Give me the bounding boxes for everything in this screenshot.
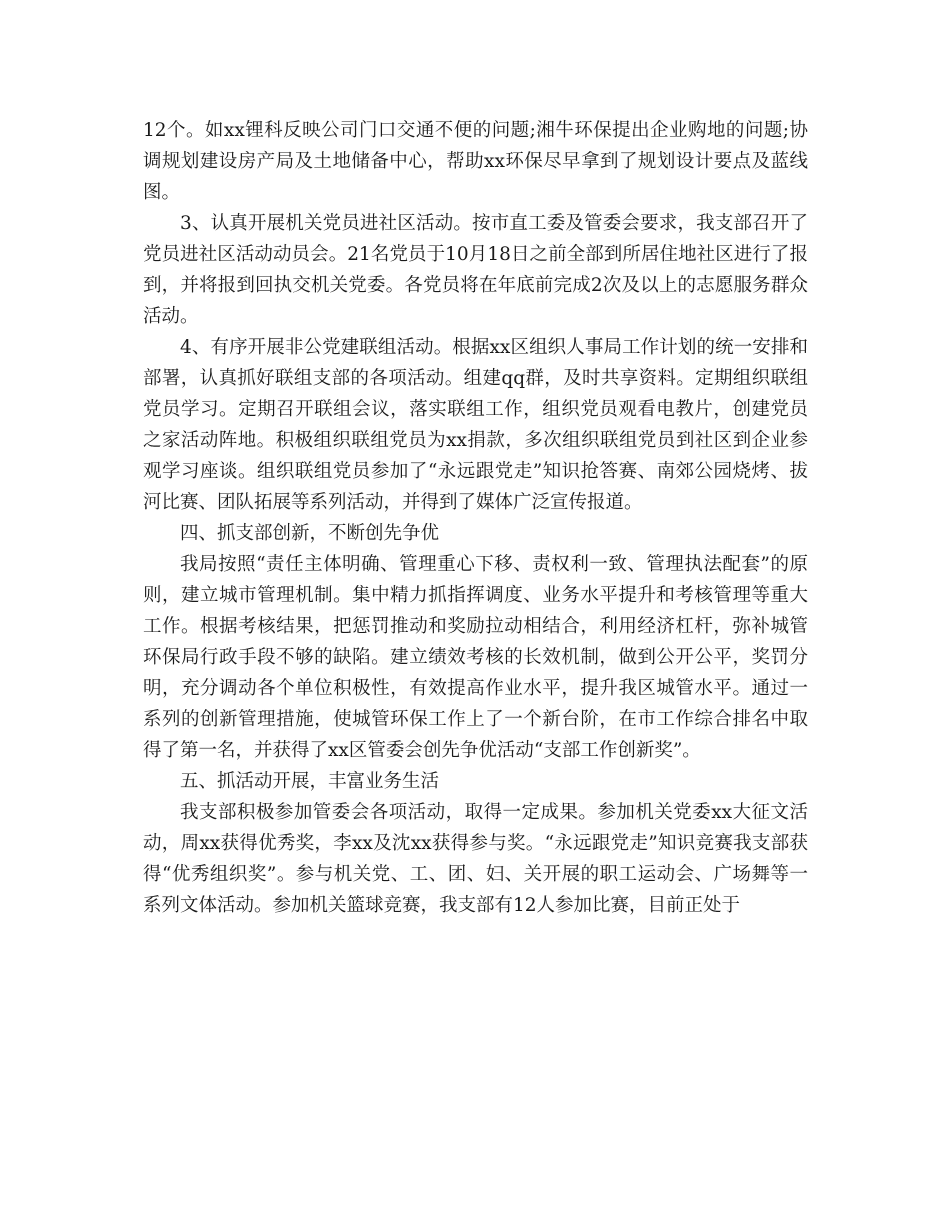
paragraph-item-3: 3、认真开展机关党员进社区活动。按市直工委及管委会要求，我支部召开了党员进社区活动动员会。21名党员于10月18日之前全部到所居住地社区进行了报到，并将报到回执交机关党委。各党员将在年底前完成2次及以上的志愿服务群众活动。 <box>143 213 808 327</box>
section-heading-4: 四、抓支部创新，不断创先争优 <box>180 523 440 544</box>
paragraph-continuation: 12个。如xx锂科反映公司门口交通不便的问题;湘牛环保提出企业购地的问题;协调规划建设房产局及土地储备中心，帮助xx环保尽早拿到了规划设计要点及蓝线图。 <box>143 120 808 203</box>
section-heading-5: 五、抓活动开展，丰富业务生活 <box>180 771 440 792</box>
document-page <box>143 115 808 921</box>
paragraph-item-4: 4、有序开展非公党建联组活动。根据xx区组织人事局工作计划的统一安排和部署，认真抓好联组支部的各项活动。组建qq群，及时共享资料。定期组织联组党员学习。定期召开联组会议，落实联组工作，组织党员观看电教片，创建党员之家活动阵地。积极组织联组党员为xx捐款，多次组织联组党员到社区到企业参观学习座谈。组织联组党员参加了“永远跟党走”知识抢答赛、南郊公园烧烤、拔河比赛、团队拓展等系列活动，并得到了媒体广泛宣传报道。 <box>143 337 808 513</box>
paragraph-section-4-body: 我局按照“责任主体明确、管理重心下移、责权利一致、管理执法配套”的原则，建立城市管理机制。集中精力抓指挥调度、业务水平提升和考核管理等重大工作。根据考核结果，把惩罚推动和奖励拉动相结合，利用经济杠杆，弥补城管环保局行政手段不够的缺陷。建立绩效考核的长效机制，做到公开公平，奖罚分明，充分调动各个单位积极性，有效提高作业水平，提升我区城管水平。通过一系列的创新管理措施，使城管环保工作上了一个新台阶，在市工作综合排名中取得了第一名，并获得了xx区管委会创先争优活动“支部工作创新奖”。 <box>143 554 808 761</box>
paragraph-section-5-body: 我支部积极参加管委会各项活动，取得一定成果。参加机关党委xx大征文活动，周xx获得优秀奖，李xx及沈xx获得参与奖。“永远跟党走”知识竞赛我支部获得“优秀组织奖”。参与机关党、工、团、妇、关开展的职工运动会、广场舞等一系列文体活动。参加机关篮球竞赛，我支部有12人参加比赛，目前正处于 <box>143 802 808 916</box>
